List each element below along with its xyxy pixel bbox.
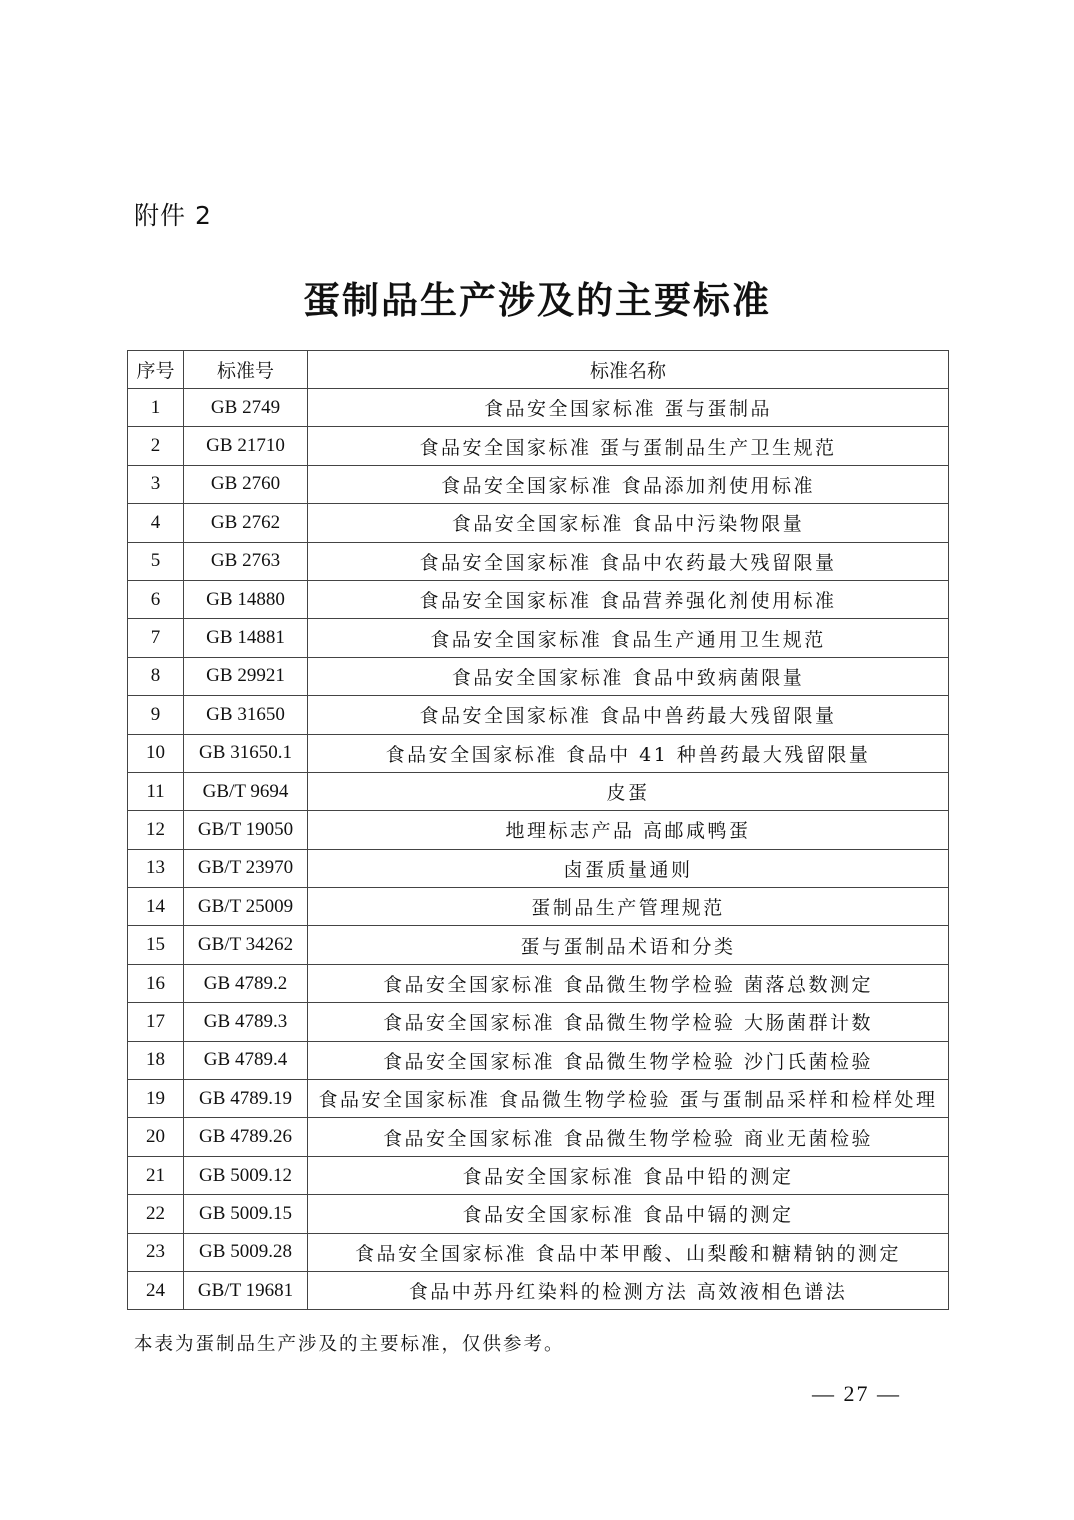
row-serial: 13 bbox=[128, 849, 184, 887]
table-row bbox=[128, 696, 949, 734]
row-serial: 2 bbox=[128, 427, 184, 465]
row-serial: 23 bbox=[128, 1233, 184, 1271]
row-code: GB 2762 bbox=[184, 504, 308, 542]
table-row bbox=[128, 1118, 949, 1156]
row-code: GB 14881 bbox=[184, 619, 308, 657]
row-name: 食品安全国家标准 食品中致病菌限量 bbox=[308, 657, 949, 695]
header-code: 标准号 bbox=[184, 351, 308, 389]
page-title: 蛋制品生产涉及的主要标准 bbox=[303, 278, 771, 322]
row-name: 食品安全国家标准 食品添加剂使用标准 bbox=[308, 465, 949, 503]
row-serial: 4 bbox=[128, 504, 184, 542]
header-name: 标准名称 bbox=[308, 351, 949, 389]
table-row bbox=[128, 888, 949, 926]
row-code: GB 2749 bbox=[184, 389, 308, 427]
row-name: 卤蛋质量通则 bbox=[308, 849, 949, 887]
row-code: GB/T 19681 bbox=[184, 1271, 308, 1309]
table-row bbox=[128, 504, 949, 542]
row-name: 蛋与蛋制品术语和分类 bbox=[308, 926, 949, 964]
row-name: 皮蛋 bbox=[308, 772, 949, 810]
row-serial: 1 bbox=[128, 389, 184, 427]
table-row bbox=[128, 849, 949, 887]
row-serial: 8 bbox=[128, 657, 184, 695]
table-row bbox=[128, 964, 949, 1002]
row-name: 食品安全国家标准 食品微生物学检验 蛋与蛋制品采样和检样处理 bbox=[308, 1080, 949, 1118]
row-code: GB 21710 bbox=[184, 427, 308, 465]
row-name: 食品安全国家标准 食品微生物学检验 菌落总数测定 bbox=[308, 964, 949, 1002]
row-name: 食品安全国家标准 食品中兽药最大残留限量 bbox=[308, 696, 949, 734]
page-number: — 27 — bbox=[812, 1381, 901, 1406]
row-serial: 15 bbox=[128, 926, 184, 964]
row-code: GB 4789.4 bbox=[184, 1041, 308, 1079]
table-row bbox=[128, 1233, 949, 1271]
row-name: 地理标志产品 高邮咸鸭蛋 bbox=[308, 811, 949, 849]
row-code: GB 4789.3 bbox=[184, 1003, 308, 1041]
row-serial: 19 bbox=[128, 1080, 184, 1118]
row-name: 食品安全国家标准 食品生产通用卫生规范 bbox=[308, 619, 949, 657]
row-name: 食品安全国家标准 食品中镉的测定 bbox=[308, 1195, 949, 1233]
row-name: 蛋制品生产管理规范 bbox=[308, 888, 949, 926]
row-name: 食品安全国家标准 食品中污染物限量 bbox=[308, 504, 949, 542]
table-row bbox=[128, 811, 949, 849]
standards-table bbox=[127, 350, 949, 1310]
row-name: 食品安全国家标准 食品营养强化剂使用标准 bbox=[308, 580, 949, 618]
table-row bbox=[128, 427, 949, 465]
row-code: GB 5009.12 bbox=[184, 1156, 308, 1194]
row-serial: 6 bbox=[128, 580, 184, 618]
row-code: GB 5009.28 bbox=[184, 1233, 308, 1271]
table-row bbox=[128, 772, 949, 810]
header-serial: 序号 bbox=[128, 351, 184, 389]
row-code: GB 4789.2 bbox=[184, 964, 308, 1002]
row-serial: 3 bbox=[128, 465, 184, 503]
row-serial: 12 bbox=[128, 811, 184, 849]
table-body bbox=[128, 389, 949, 1310]
table-row bbox=[128, 657, 949, 695]
row-serial: 5 bbox=[128, 542, 184, 580]
row-name: 食品安全国家标准 食品微生物学检验 沙门氏菌检验 bbox=[308, 1041, 949, 1079]
row-name: 食品安全国家标准 食品中 41 种兽药最大残留限量 bbox=[308, 734, 949, 772]
row-serial: 18 bbox=[128, 1041, 184, 1079]
row-serial: 20 bbox=[128, 1118, 184, 1156]
table-row bbox=[128, 1080, 949, 1118]
table-row bbox=[128, 542, 949, 580]
row-serial: 17 bbox=[128, 1003, 184, 1041]
table-row bbox=[128, 619, 949, 657]
row-serial: 14 bbox=[128, 888, 184, 926]
table-row bbox=[128, 580, 949, 618]
row-name: 食品安全国家标准 蛋与蛋制品 bbox=[308, 389, 949, 427]
table-row bbox=[128, 1041, 949, 1079]
row-code: GB 14880 bbox=[184, 580, 308, 618]
table-row bbox=[128, 389, 949, 427]
table-row bbox=[128, 926, 949, 964]
row-code: GB/T 9694 bbox=[184, 772, 308, 810]
row-serial: 10 bbox=[128, 734, 184, 772]
row-code: GB 29921 bbox=[184, 657, 308, 695]
table-row bbox=[128, 1003, 949, 1041]
table-note: 本表为蛋制品生产涉及的主要标准，仅供参考。 bbox=[134, 1334, 565, 1355]
table-header-row bbox=[128, 351, 949, 389]
row-name: 食品安全国家标准 食品中铅的测定 bbox=[308, 1156, 949, 1194]
row-code: GB/T 25009 bbox=[184, 888, 308, 926]
row-code: GB 4789.26 bbox=[184, 1118, 308, 1156]
row-name: 食品安全国家标准 食品中农药最大残留限量 bbox=[308, 542, 949, 580]
row-serial: 22 bbox=[128, 1195, 184, 1233]
row-serial: 7 bbox=[128, 619, 184, 657]
row-name: 食品中苏丹红染料的检测方法 高效液相色谱法 bbox=[308, 1271, 949, 1309]
row-name: 食品安全国家标准 食品微生物学检验 大肠菌群计数 bbox=[308, 1003, 949, 1041]
row-name: 食品安全国家标准 食品微生物学检验 商业无菌检验 bbox=[308, 1118, 949, 1156]
row-code: GB 31650.1 bbox=[184, 734, 308, 772]
row-code: GB 5009.15 bbox=[184, 1195, 308, 1233]
row-serial: 11 bbox=[128, 772, 184, 810]
table-row bbox=[128, 734, 949, 772]
table-row bbox=[128, 465, 949, 503]
row-code: GB 4789.19 bbox=[184, 1080, 308, 1118]
row-serial: 21 bbox=[128, 1156, 184, 1194]
row-code: GB/T 19050 bbox=[184, 811, 308, 849]
table-row bbox=[128, 1195, 949, 1233]
row-code: GB/T 23970 bbox=[184, 849, 308, 887]
row-name: 食品安全国家标准 蛋与蛋制品生产卫生规范 bbox=[308, 427, 949, 465]
row-serial: 16 bbox=[128, 964, 184, 1002]
table-row bbox=[128, 1271, 949, 1309]
row-code: GB 2760 bbox=[184, 465, 308, 503]
row-serial: 24 bbox=[128, 1271, 184, 1309]
table-row bbox=[128, 1156, 949, 1194]
row-code: GB 31650 bbox=[184, 696, 308, 734]
row-code: GB/T 34262 bbox=[184, 926, 308, 964]
row-name: 食品安全国家标准 食品中苯甲酸、山梨酸和糖精钠的测定 bbox=[308, 1233, 949, 1271]
attachment-label: 附件 2 bbox=[134, 201, 212, 230]
row-code: GB 2763 bbox=[184, 542, 308, 580]
row-serial: 9 bbox=[128, 696, 184, 734]
